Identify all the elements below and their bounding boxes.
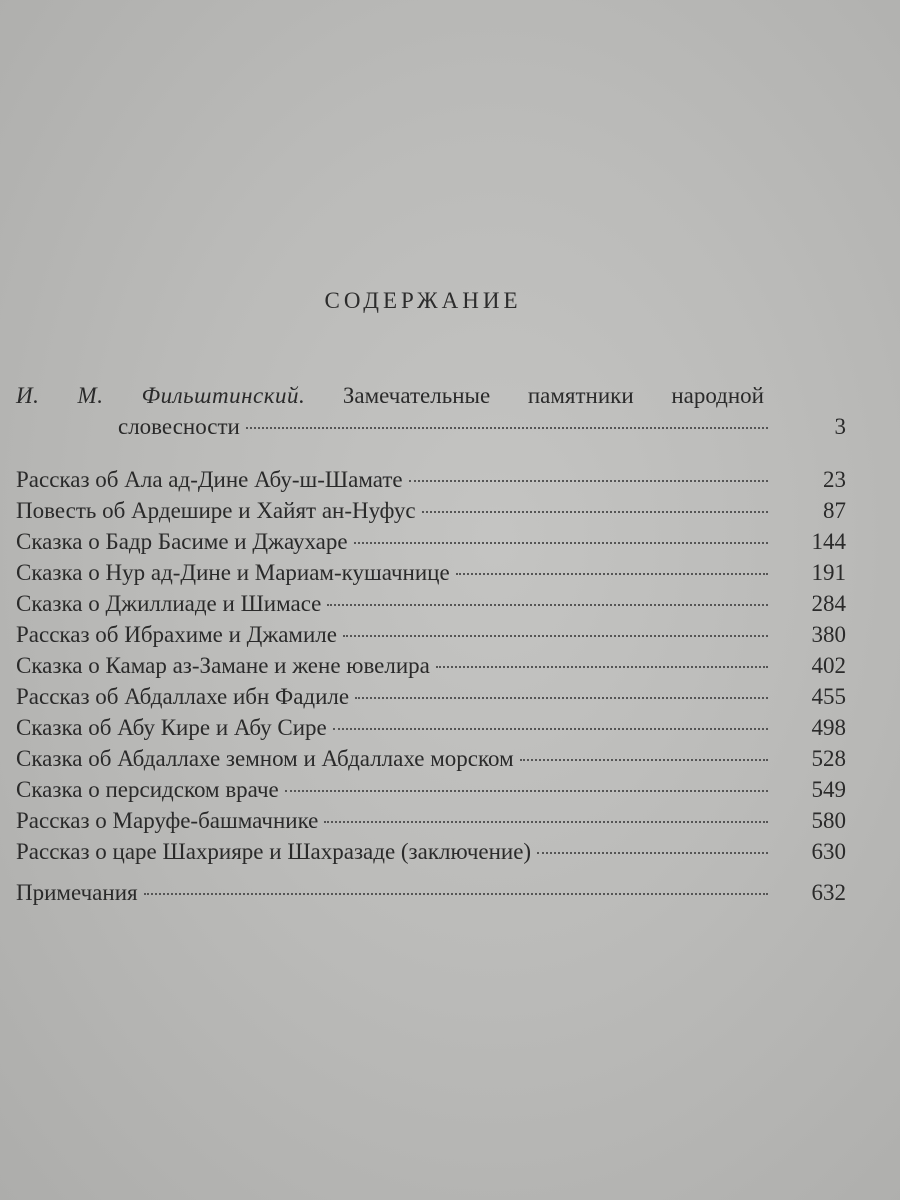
toc-entry-page-number: 580 xyxy=(811,808,846,833)
toc-entry-page-number: 380 xyxy=(811,622,846,647)
toc-entry xyxy=(16,650,846,681)
toc-entry xyxy=(16,836,846,867)
toc-entry-title: Рассказ об Ибрахиме и Джамиле xyxy=(16,622,337,647)
intro-page-number: 3 xyxy=(834,414,846,439)
dot-leader xyxy=(520,759,768,761)
toc-entry xyxy=(16,588,846,619)
dot-leader xyxy=(324,821,768,823)
toc-entry-page-number: 528 xyxy=(811,746,846,771)
toc-entry-title: Сказка об Абдаллахе земном и Абдаллахе морском xyxy=(16,746,514,771)
toc-entry-page-number: 630 xyxy=(811,839,846,864)
dot-leader xyxy=(343,635,768,637)
toc-entry xyxy=(16,712,846,743)
toc-entry-title: Сказка о персидском враче xyxy=(16,777,279,802)
intro-line-1 xyxy=(16,380,846,411)
toc-entry-title: Сказка о Нур ад-Дине и Мариам-кушачнице xyxy=(16,560,450,585)
toc-entry-page-number: 87 xyxy=(823,498,846,523)
toc-entry-title: Сказка о Джиллиаде и Шимасе xyxy=(16,591,322,616)
toc-entry-title: Рассказ о царе Шахрияре и Шахразаде (заключение) xyxy=(16,839,532,864)
dot-leader xyxy=(285,790,768,792)
toc-entry-title: Сказка об Абу Кире и Абу Сире xyxy=(16,715,327,740)
toc-entry xyxy=(16,805,846,836)
dot-leader xyxy=(456,573,768,575)
toc-entry-notes xyxy=(16,877,846,908)
dot-leader xyxy=(422,511,768,513)
dot-leader xyxy=(354,542,768,544)
toc-entry xyxy=(16,681,846,712)
dot-leader xyxy=(327,604,768,606)
toc-entry xyxy=(16,495,846,526)
toc-entry xyxy=(16,464,846,495)
toc-entry xyxy=(16,743,846,774)
dot-leader xyxy=(355,697,768,699)
toc-intro-entry xyxy=(16,380,846,442)
toc-entry-title: Рассказ о Маруфе-башмачнике xyxy=(16,808,319,833)
toc-entry-page-number: 191 xyxy=(811,560,846,585)
dot-leader xyxy=(537,852,768,854)
toc-entry xyxy=(16,619,846,650)
dot-leader xyxy=(436,666,768,668)
spacer xyxy=(16,867,846,877)
toc-entry-page-number: 498 xyxy=(811,715,846,740)
toc-entry-title: Рассказ об Ала ад-Дине Абу-ш-Шамате xyxy=(16,467,403,492)
intro-title-line1: Замечательные памятники народной xyxy=(342,383,764,408)
toc-entry xyxy=(16,774,846,805)
dot-leader xyxy=(246,427,768,429)
toc-entry-title: Повесть об Ардешире и Хайят ан-Нуфус xyxy=(16,498,416,523)
table-of-contents xyxy=(16,380,846,908)
toc-entry-page-number: 144 xyxy=(811,529,846,554)
dot-leader xyxy=(409,480,768,482)
toc-entry-page-number: 549 xyxy=(811,777,846,802)
toc-entry-page-number: 284 xyxy=(811,591,846,616)
intro-author: И. М. Фильштинский. xyxy=(16,383,306,408)
toc-entry-page-number: 23 xyxy=(823,467,846,492)
toc-entries xyxy=(16,464,846,867)
dot-leader xyxy=(333,728,768,730)
page-title: СОДЕРЖАНИЕ xyxy=(324,288,522,313)
toc-entry-title: Рассказ об Абдаллахе ибн Фадиле xyxy=(16,684,350,709)
intro-title-line2: словесности xyxy=(118,414,240,439)
toc-entry-page-number: 402 xyxy=(811,653,846,678)
toc-entry-page-number: 455 xyxy=(811,684,846,709)
toc-entry-page-number: 632 xyxy=(811,880,846,905)
toc-entry-title: Сказка о Бадр Басиме и Джаухаре xyxy=(16,529,348,554)
toc-entry-title: Примечания xyxy=(16,880,138,905)
dot-leader xyxy=(144,893,768,895)
toc-entry xyxy=(16,557,846,588)
intro-line-2 xyxy=(16,411,846,442)
toc-entry-title: Сказка о Камар аз-Замане и жене ювелира xyxy=(16,653,430,678)
toc-entry xyxy=(16,526,846,557)
